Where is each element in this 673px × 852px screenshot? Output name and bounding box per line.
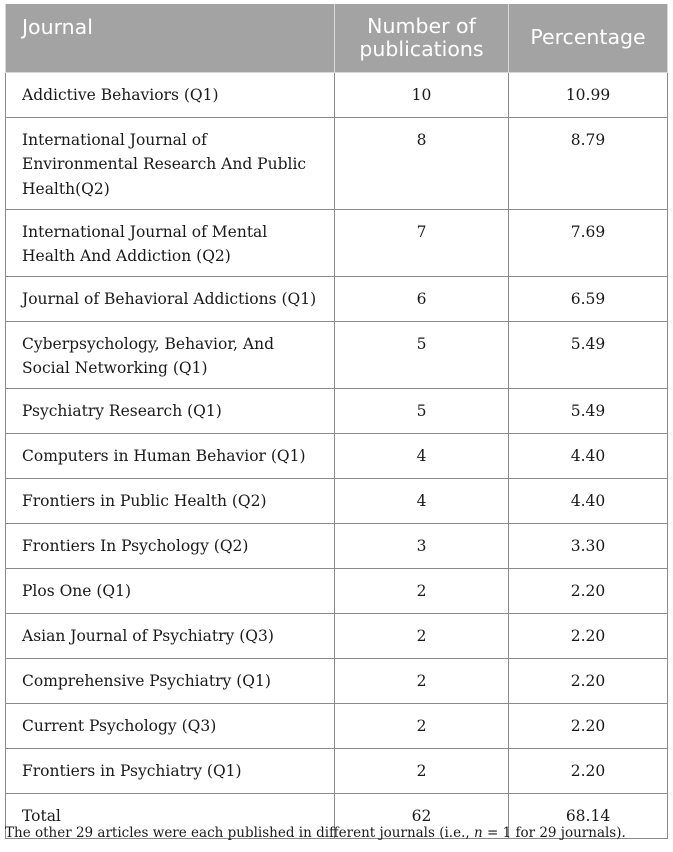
count-cell: 6 xyxy=(335,276,509,321)
table-row xyxy=(6,748,668,793)
header-percentage: Percentage xyxy=(509,4,668,72)
table-row xyxy=(6,321,668,388)
count-cell: 5 xyxy=(335,388,509,433)
header-journal: Journal xyxy=(6,4,335,72)
footnote-variable: n xyxy=(473,825,483,841)
percentage-cell: 2.20 xyxy=(509,613,668,658)
count-cell: 10 xyxy=(335,72,509,117)
journal-cell: Current Psychology (Q3) xyxy=(6,703,335,748)
percentage-cell: 5.49 xyxy=(509,321,668,388)
header-number-of-publications: Number of publications xyxy=(335,4,509,72)
journal-cell: Asian Journal of Psychiatry (Q3) xyxy=(6,613,335,658)
footnote-text-end: = 1 for 29 journals). xyxy=(482,825,626,841)
journal-cell: Addictive Behaviors (Q1) xyxy=(6,72,335,117)
table-row xyxy=(6,658,668,703)
count-cell: 2 xyxy=(335,748,509,793)
table-row xyxy=(6,613,668,658)
journal-cell: Frontiers In Psychology (Q2) xyxy=(6,523,335,568)
table-row xyxy=(6,433,668,478)
percentage-cell: 2.20 xyxy=(509,568,668,613)
journal-cell: International Journal of Mental Health And Addiction (Q2) xyxy=(6,209,335,276)
total-percentage: 68.14 xyxy=(509,793,668,838)
journal-cell: International Journal of Environmental Research And Public Health(Q2) xyxy=(6,117,335,209)
journal-cell: Frontiers in Psychiatry (Q1) xyxy=(6,748,335,793)
count-cell: 4 xyxy=(335,478,509,523)
count-cell: 2 xyxy=(335,658,509,703)
count-cell: 3 xyxy=(335,523,509,568)
percentage-cell: 7.69 xyxy=(509,209,668,276)
table-row xyxy=(6,523,668,568)
percentage-cell: 8.79 xyxy=(509,117,668,209)
count-cell: 2 xyxy=(335,703,509,748)
table-row xyxy=(6,72,668,117)
percentage-cell: 6.59 xyxy=(509,276,668,321)
count-cell: 7 xyxy=(335,209,509,276)
journal-cell: Psychiatry Research (Q1) xyxy=(6,388,335,433)
journal-cell: Cyberpsychology, Behavior, And Social Networking (Q1) xyxy=(6,321,335,388)
journal-cell: Computers in Human Behavior (Q1) xyxy=(6,433,335,478)
journal-publications-table xyxy=(5,4,668,839)
journal-cell: Frontiers in Public Health (Q2) xyxy=(6,478,335,523)
percentage-cell: 2.20 xyxy=(509,748,668,793)
count-cell: 2 xyxy=(335,613,509,658)
journal-cell: Comprehensive Psychiatry (Q1) xyxy=(6,658,335,703)
percentage-cell: 2.20 xyxy=(509,703,668,748)
journal-cell: Plos One (Q1) xyxy=(6,568,335,613)
table-row xyxy=(6,276,668,321)
percentage-cell: 5.49 xyxy=(509,388,668,433)
percentage-cell: 2.20 xyxy=(509,658,668,703)
footnote-text-start: The other 29 articles were each published in different journals (i.e., xyxy=(5,825,474,841)
header-row xyxy=(6,4,668,72)
total-count: 62 xyxy=(335,793,509,838)
journal-cell: Journal of Behavioral Addictions (Q1) xyxy=(6,276,335,321)
percentage-cell: 10.99 xyxy=(509,72,668,117)
count-cell: 8 xyxy=(335,117,509,209)
table-row xyxy=(6,117,668,209)
percentage-cell: 3.30 xyxy=(509,523,668,568)
table-row xyxy=(6,478,668,523)
count-cell: 5 xyxy=(335,321,509,388)
table-row xyxy=(6,703,668,748)
table-row xyxy=(6,209,668,276)
count-cell: 4 xyxy=(335,433,509,478)
table-row xyxy=(6,388,668,433)
table-footnote xyxy=(5,825,626,841)
count-cell: 2 xyxy=(335,568,509,613)
table-row xyxy=(6,568,668,613)
percentage-cell: 4.40 xyxy=(509,478,668,523)
percentage-cell: 4.40 xyxy=(509,433,668,478)
total-label: Total xyxy=(6,793,335,838)
